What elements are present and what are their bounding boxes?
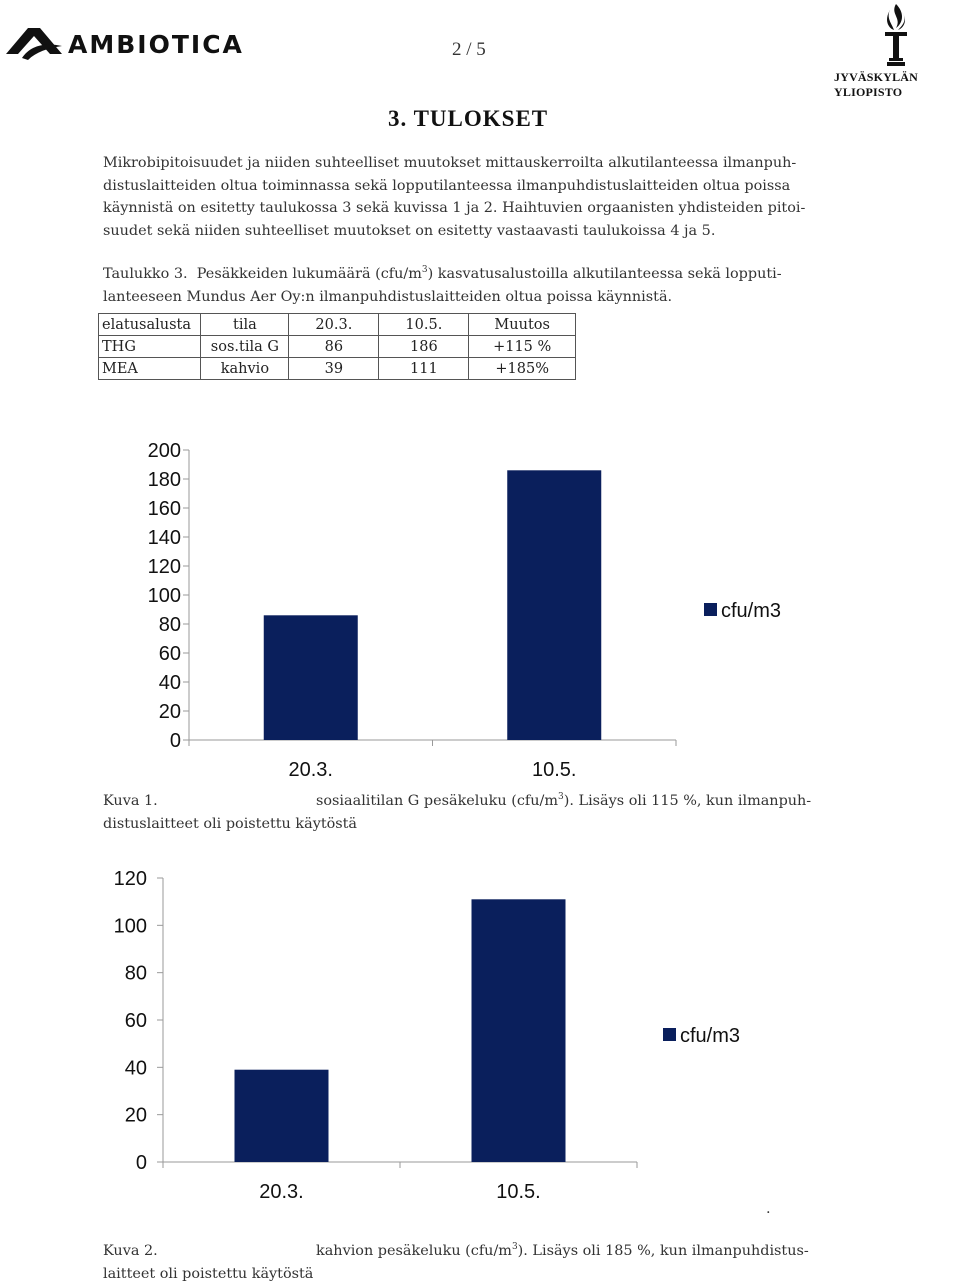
table-header-cell: 10.5. — [379, 314, 469, 336]
table-cell: 186 — [379, 336, 469, 358]
table-header-cell: tila — [201, 314, 289, 336]
legend-swatch — [663, 1028, 676, 1041]
y-tick-label: 0 — [169, 730, 181, 752]
x-tick-label: 20.3. — [288, 759, 333, 781]
figure2-label: Kuva 2. — [103, 1243, 158, 1259]
table3-caption-text: Pesäkkeiden lukumäärä $(cfu/m^3)$ kasvatusalustoilla alkutilanteessa sekä lopputi- — [196, 265, 782, 282]
stray-mark: . — [766, 1201, 771, 1217]
university-logo — [832, 2, 960, 99]
y-tick-label: 140 — [147, 527, 181, 549]
university-name: JYVÄSKYLÄN YLIOPISTO — [834, 70, 919, 99]
results-table — [98, 313, 576, 380]
table-row — [99, 336, 576, 358]
table-cell: 39 — [289, 358, 379, 380]
bar — [507, 470, 601, 740]
y-tick-label: 120 — [147, 556, 181, 578]
bar — [264, 615, 358, 740]
intro-line: suudet sekä niiden suhteelliset muutokset on esitetty vastaavasti taulukoissa 4 ja 5. — [103, 222, 716, 239]
table3-caption — [103, 263, 782, 308]
y-tick-label: 20 — [158, 701, 181, 723]
y-tick-label: 40 — [158, 672, 181, 694]
table-header-row — [99, 314, 576, 336]
table-header-cell: Muutos — [469, 314, 576, 336]
table-cell: THG — [99, 336, 201, 358]
y-tick-label: 80 — [158, 614, 181, 636]
chart-2 — [0, 855, 960, 1215]
table3-caption-line2: lanteeseen Mundus Aer Oy:n ilmanpuhdistuslaitteiden oltua poissa käynnistä. — [103, 288, 673, 305]
y-tick-label: 20 — [124, 1104, 147, 1127]
figure1-text: sosiaalitilan G pesäkeluku $(cfu/m^3)$. Lisäys oli 115 %, kun ilmanpuh- — [316, 792, 812, 809]
table-header-cell: 20.3. — [289, 314, 379, 336]
y-tick-label: 60 — [158, 643, 181, 665]
y-tick-label: 0 — [135, 1152, 147, 1174]
y-tick-label: 60 — [124, 1010, 147, 1032]
y-tick-label: 100 — [147, 585, 181, 607]
figure2-caption — [103, 1240, 809, 1286]
y-tick-label: 120 — [113, 868, 147, 890]
figure2-text: kahvion pesäkeluku $(cfu/m^3)$. Lisäys oli 185 %, kun ilmanpuhdistus- — [316, 1242, 809, 1259]
table-cell: +115 % — [469, 336, 576, 358]
chart-1 — [0, 420, 960, 790]
x-tick-label: 10.5. — [496, 1181, 541, 1203]
table-cell: +185% — [469, 358, 576, 380]
y-tick-label: 160 — [147, 498, 181, 520]
table-cell: kahvio — [201, 358, 289, 380]
y-tick-label: 180 — [147, 469, 181, 491]
table3-label: Taulukko 3. — [103, 266, 188, 282]
bar — [235, 1070, 329, 1162]
y-tick-label: 200 — [147, 440, 181, 462]
intro-line: käynnistä on esitetty taulukossa 3 sekä kuvissa 1 ja 2. Haihtuvien orgaanisten yhdisteiden pitoi- — [103, 200, 806, 216]
table-cell: 86 — [289, 336, 379, 358]
table-cell: 111 — [379, 358, 469, 380]
ambiotica-emblem-icon — [4, 24, 66, 62]
y-tick-label: 100 — [113, 915, 147, 938]
legend-label: cfu/m3 — [680, 1025, 741, 1047]
bar — [472, 899, 566, 1162]
section-title: 3. TULOKSET — [388, 106, 549, 131]
intro-line: Mikrobipitoisuudet ja niiden suhteelliset muutokset mittauskerroilta alkutilanteessa ilmanpuh- — [103, 155, 797, 171]
figure1-label: Kuva 1. — [103, 793, 158, 809]
intro-paragraph — [103, 152, 805, 242]
figure1-caption — [103, 790, 812, 836]
table-cell: MEA — [99, 358, 201, 380]
page-number: 2 / 5 — [452, 39, 486, 60]
y-tick-label: 40 — [124, 1057, 147, 1080]
x-tick-label: 20.3. — [259, 1181, 304, 1203]
table-cell: sos.tila G — [201, 336, 289, 358]
y-tick-label: 80 — [124, 962, 147, 985]
torch-emblem-icon — [880, 2, 912, 68]
table-row — [99, 358, 576, 380]
logo-text: AMBIOTICA — [68, 30, 244, 59]
legend-label: cfu/m3 — [721, 600, 782, 622]
table-header-cell: elatusalusta — [99, 314, 201, 336]
ambiotica-logo — [4, 22, 256, 64]
intro-line: distuslaitteiden oltua toiminnassa sekä lopputilanteessa ilmanpuhdistuslaitteiden oltua poissa — [103, 177, 791, 194]
figure2-caption-line2: laitteet oli poistettu käytöstä — [103, 1266, 314, 1282]
legend-swatch — [704, 603, 717, 616]
figure1-caption-line2: distuslaitteet oli poistettu käytöstä — [103, 816, 358, 832]
x-tick-label: 10.5. — [532, 759, 577, 781]
